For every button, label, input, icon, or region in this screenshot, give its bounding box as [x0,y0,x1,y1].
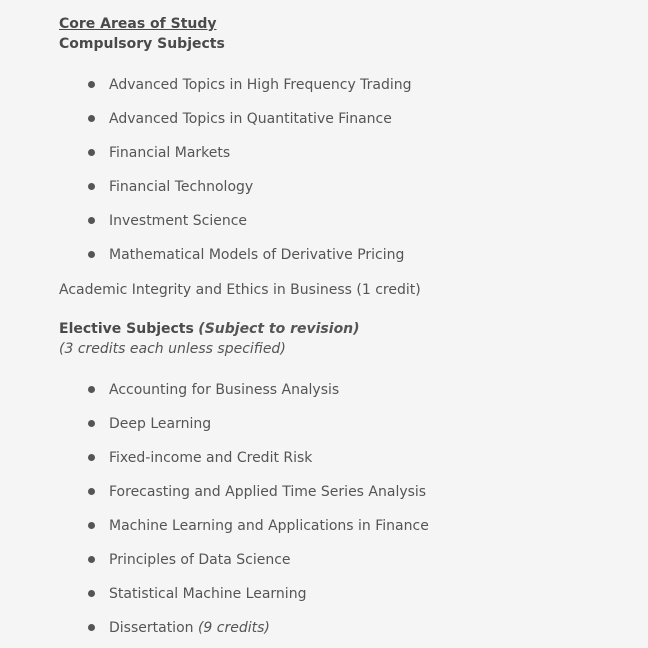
bullet-icon [88,522,95,529]
core-areas-heading-link[interactable]: Core Areas of Study [59,16,217,32]
bullet-icon [88,149,95,156]
list-item [88,509,639,543]
list-item [88,238,639,272]
list-item [88,373,639,407]
bullet-icon [88,251,95,258]
list-item-label: Deep Learning [109,416,212,432]
list-item-label: Machine Learning and Applications in Finance [109,518,429,534]
list-item [88,407,639,441]
dissertation-credits-note: (9 credits) [197,620,270,636]
list-item-label: Fixed-income and Credit Risk [109,450,313,466]
list-item [88,475,639,509]
ethics-course-line: Academic Integrity and Ethics in Business (1 credit) [59,282,421,298]
list-item-label: Statistical Machine Learning [109,586,307,602]
list-item-label: Financial Markets [109,145,231,161]
elective-label: Elective Subjects [59,321,194,337]
list-item-label: Investment Science [109,213,248,229]
list-item [88,170,639,204]
bullet-icon [88,624,95,631]
bullet-icon [88,454,95,461]
list-item-label: Forecasting and Applied Time Series Analysis [109,484,427,500]
list-item [88,543,639,577]
list-item [88,577,639,611]
bullet-icon [88,81,95,88]
list-item [88,102,639,136]
list-item [88,611,639,645]
bullet-icon [88,590,95,597]
elective-label-note: (Subject to revision) [198,321,360,337]
elective-credits-note: (3 credits each unless specified) [59,341,286,357]
list-item-label: Advanced Topics in High Frequency Trading [109,77,412,93]
bullet-icon [88,183,95,190]
bullet-icon [88,115,95,122]
compulsory-subjects-list [88,68,639,272]
list-item-label: Accounting for Business Analysis [109,382,340,398]
bullet-icon [88,386,95,393]
list-item [88,136,639,170]
list-item [88,204,639,238]
curriculum-content [59,14,639,645]
bullet-icon [88,488,95,495]
list-item-label: Dissertation [109,620,194,636]
list-item-label: Mathematical Models of Derivative Pricing [109,247,405,263]
bullet-icon [88,420,95,427]
compulsory-subjects-heading: Compulsory Subjects [59,36,225,52]
elective-subjects-list [88,373,639,645]
bullet-icon [88,217,95,224]
list-item [88,441,639,475]
list-item-label: Financial Technology [109,179,254,195]
bullet-icon [88,556,95,563]
list-item-label: Advanced Topics in Quantitative Finance [109,111,392,127]
elective-subjects-heading [59,319,639,339]
list-item [88,68,639,102]
list-item-label: Principles of Data Science [109,552,291,568]
